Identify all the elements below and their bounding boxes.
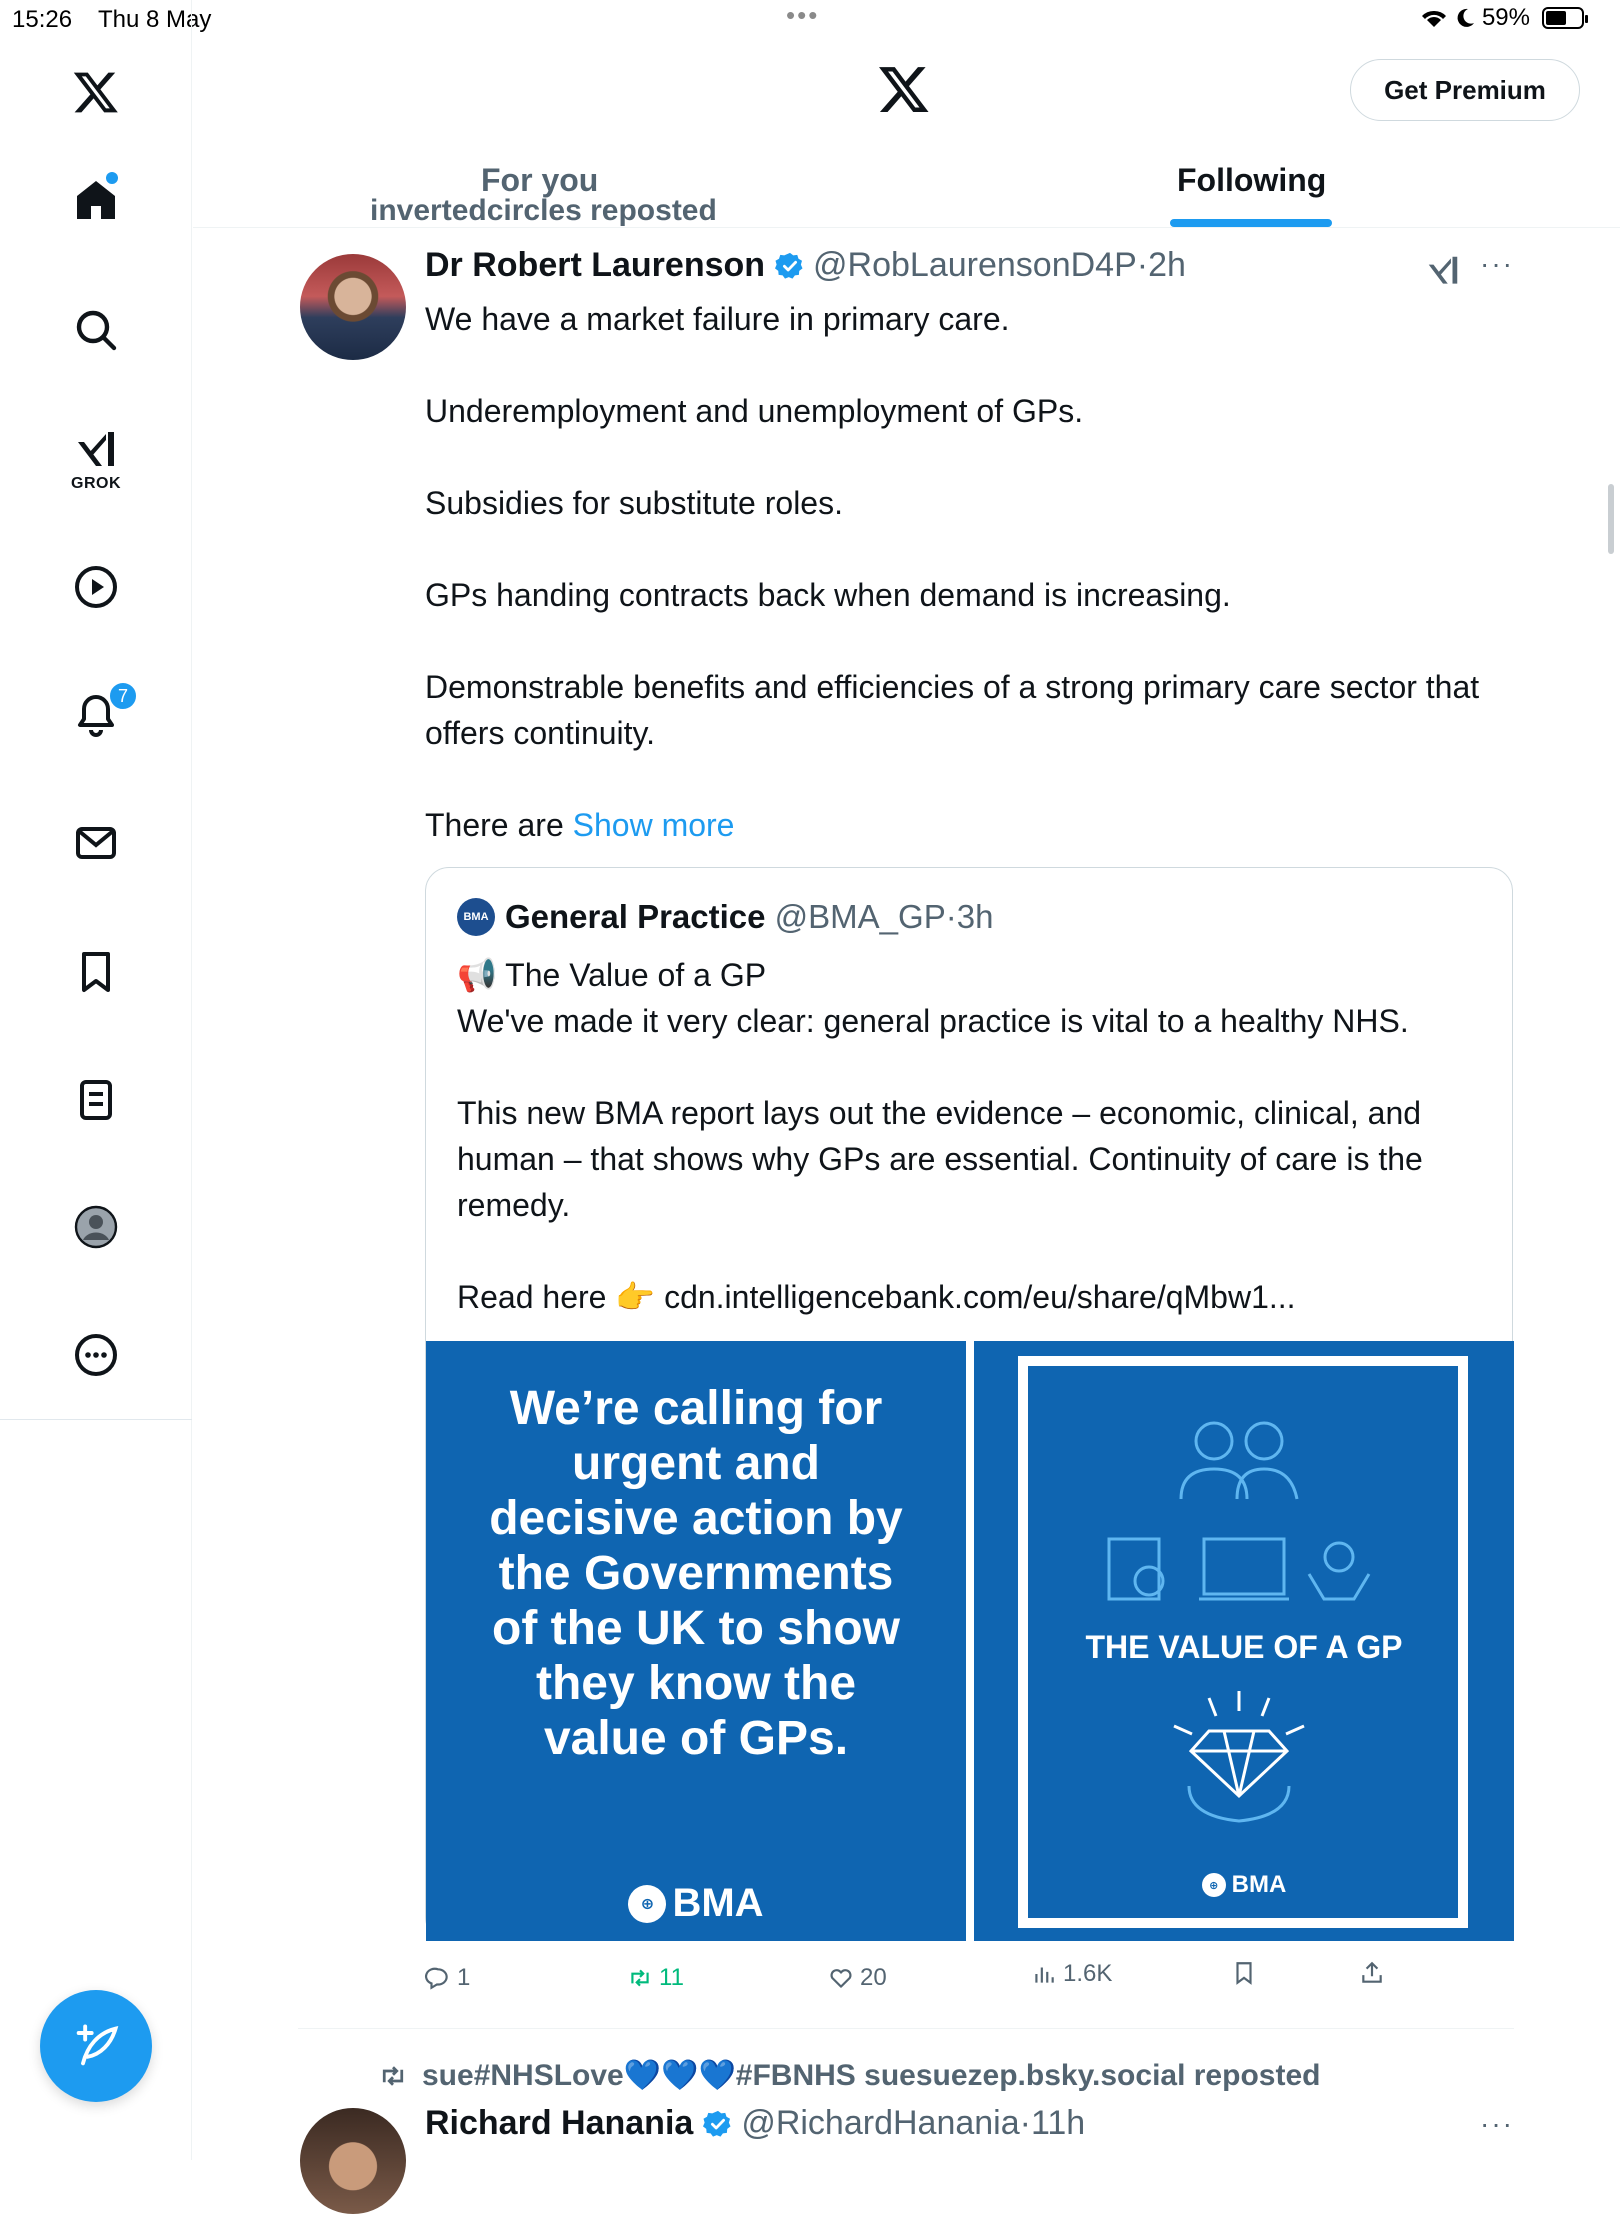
quote-text — [457, 952, 1487, 1320]
show-more-link[interactable]: Show more — [572, 807, 735, 843]
tweet-last-line: There are Show more — [425, 807, 735, 843]
notifications-bell-icon[interactable] — [66, 685, 126, 745]
repost-count: 11 — [659, 1964, 684, 1991]
bma-emblem-icon: ⊕ — [628, 1885, 666, 1923]
sidebar — [0, 0, 192, 2160]
tweet-paragraph: GPs handing contracts back when demand is increasing. — [425, 577, 1231, 613]
status-right — [1420, 4, 1584, 32]
author-name[interactable]: Richard Hanania — [425, 2104, 694, 2142]
tab-for-you[interactable]: For you — [481, 162, 599, 198]
home-unread-dot — [106, 172, 118, 184]
author-handle[interactable]: @RobLaurensonD4P — [813, 246, 1137, 284]
wifi-icon — [1420, 7, 1448, 29]
quote-author-handle: @BMA_GP — [774, 898, 946, 935]
like-button[interactable] — [828, 1964, 887, 1992]
like-count: 20 — [860, 1964, 887, 1991]
quote-line: 📢 The Value of a GP — [457, 957, 767, 993]
views-count: 1.6K — [1063, 1960, 1113, 1987]
grok-explain-icon[interactable] — [1424, 252, 1462, 290]
repost-icon — [627, 1965, 653, 1991]
reply-button[interactable] — [425, 1964, 470, 1992]
moon-icon — [1454, 7, 1476, 29]
messages-envelope-icon[interactable] — [66, 813, 126, 873]
tweet-paragraph: Subsidies for substitute roles. — [425, 485, 843, 521]
tweet-paragraph: Underemployment and unemployment of GPs. — [425, 393, 1084, 429]
more-options-icon[interactable] — [66, 1325, 126, 1385]
tweet-text — [425, 296, 1525, 848]
author-handle[interactable]: @RichardHanania — [741, 2104, 1020, 2142]
tweet-actions — [425, 1962, 1513, 2002]
repost-attribution-text: sue#NHSLove💙💙💙#FBNHS suesuezep.bsky.social reposted — [422, 2059, 1321, 2092]
active-tab-indicator — [1170, 219, 1332, 227]
avatar[interactable] — [300, 2108, 406, 2214]
tweet-more-icon[interactable]: ··· — [1480, 248, 1514, 279]
battery-icon — [1542, 7, 1584, 29]
repost-button[interactable] — [627, 1964, 684, 1992]
meta-separator: · — [1019, 2104, 1031, 2142]
heart-icon — [828, 1965, 854, 1991]
tweet-time[interactable]: 11h — [1030, 2104, 1086, 2142]
author-name[interactable]: Dr Robert Laurenson — [425, 246, 766, 284]
status-date: Thu 8 May — [98, 6, 212, 33]
battery-percent: 59% — [1481, 4, 1530, 31]
doctors-icon — [1159, 1411, 1319, 1501]
compose-feather-icon — [70, 2020, 122, 2072]
notifications-badge: 7 — [108, 681, 138, 711]
diamond-hands-icon — [1164, 1686, 1314, 1826]
grok-icon[interactable] — [66, 420, 126, 480]
clipped-repost-line: invertedcircles reposted — [370, 194, 717, 227]
verified-badge-icon — [703, 2109, 733, 2139]
bookmarks-icon[interactable] — [66, 942, 126, 1002]
media-image-left[interactable] — [426, 1341, 966, 1941]
bma-emblem-small-icon: ⊕ — [1202, 1873, 1226, 1897]
quote-paragraph: This new BMA report lays out the evidence – economic, clinical, and human – that shows why GPs are essential. Continuity of care is the remedy. — [457, 1095, 1423, 1223]
tweet-header — [425, 2104, 1085, 2143]
quote-meta-separator: · — [945, 898, 957, 935]
views-chart-icon — [1031, 1961, 1057, 1987]
home-icon[interactable] — [66, 170, 126, 230]
share-button[interactable] — [1359, 1960, 1385, 1986]
megaphone-icon: 📢 — [457, 957, 497, 993]
image-right-title: THE VALUE OF A GP — [1085, 1629, 1403, 1665]
bma-logo: ⊕ BMA — [426, 1881, 966, 1926]
reply-count: 1 — [457, 1964, 471, 1991]
media-image-right[interactable] — [974, 1341, 1514, 1941]
quoted-tweet-card[interactable] — [425, 867, 1513, 1941]
views-button[interactable] — [1031, 1960, 1112, 1988]
quote-author-name: General Practice — [505, 898, 766, 935]
quote-read-line: Read here 👉 cdn.intelligencebank.com/eu/share/qMbw1... — [457, 1279, 1296, 1315]
status-time: 15:26 — [12, 6, 73, 33]
reply-icon — [425, 1965, 451, 1991]
repost-small-icon — [378, 2061, 408, 2091]
tab-following[interactable]: Following — [1177, 162, 1327, 198]
bookmark-button[interactable] — [1231, 1960, 1257, 1986]
image-left-text: We’re calling for urgent and decisive action by the Governments of the UK to show they know the value of GPs. — [489, 1382, 903, 1765]
quote-media — [426, 1341, 1514, 1941]
multitasking-dots[interactable]: ••• — [786, 0, 820, 30]
get-premium-button[interactable]: Get Premium — [1350, 59, 1580, 121]
quote-line: We've made it very clear: general practice is vital to a healthy NHS. — [457, 1003, 1409, 1039]
quote-avatar[interactable]: BMA — [457, 898, 495, 936]
tweet-paragraph: We have a market failure in primary care. — [425, 301, 1010, 337]
quote-header — [457, 898, 993, 936]
x-logo-header-icon[interactable] — [877, 62, 931, 116]
avatar[interactable] — [300, 254, 406, 360]
scrollbar[interactable] — [1608, 484, 1614, 554]
quote-link[interactable]: cdn.intelligencebank.com/eu/share/qMbw1... — [664, 1279, 1296, 1315]
tweet-time[interactable]: 2h — [1148, 246, 1186, 284]
tweet-paragraph: Demonstrable benefits and efficiencies of a strong primary care sector that offers continuity. — [425, 669, 1480, 751]
sidebar-divider — [0, 1419, 192, 1420]
share-icon — [1359, 1960, 1385, 1986]
profile-avatar-icon[interactable] — [66, 1197, 126, 1257]
repost-attribution[interactable] — [378, 2058, 1320, 2093]
verified-badge-icon — [775, 251, 805, 281]
healthcare-icons — [1104, 1529, 1384, 1609]
x-logo-icon[interactable] — [66, 62, 126, 122]
tweet-header — [425, 246, 1186, 285]
lists-icon[interactable] — [66, 1070, 126, 1130]
meta-separator: · — [1136, 246, 1149, 284]
tweet-separator — [298, 2028, 1514, 2029]
search-icon[interactable] — [66, 300, 126, 360]
grok-label: GROK — [71, 475, 121, 492]
bma-logo-small: ⊕ BMA — [974, 1871, 1514, 1899]
compose-post-button[interactable] — [40, 1990, 152, 2102]
video-icon[interactable] — [66, 557, 126, 617]
quote-time: 3h — [956, 898, 994, 935]
bookmark-icon — [1231, 1960, 1257, 1986]
status-bar — [0, 0, 1620, 40]
tweet-more-icon[interactable]: ··· — [1480, 2108, 1514, 2139]
